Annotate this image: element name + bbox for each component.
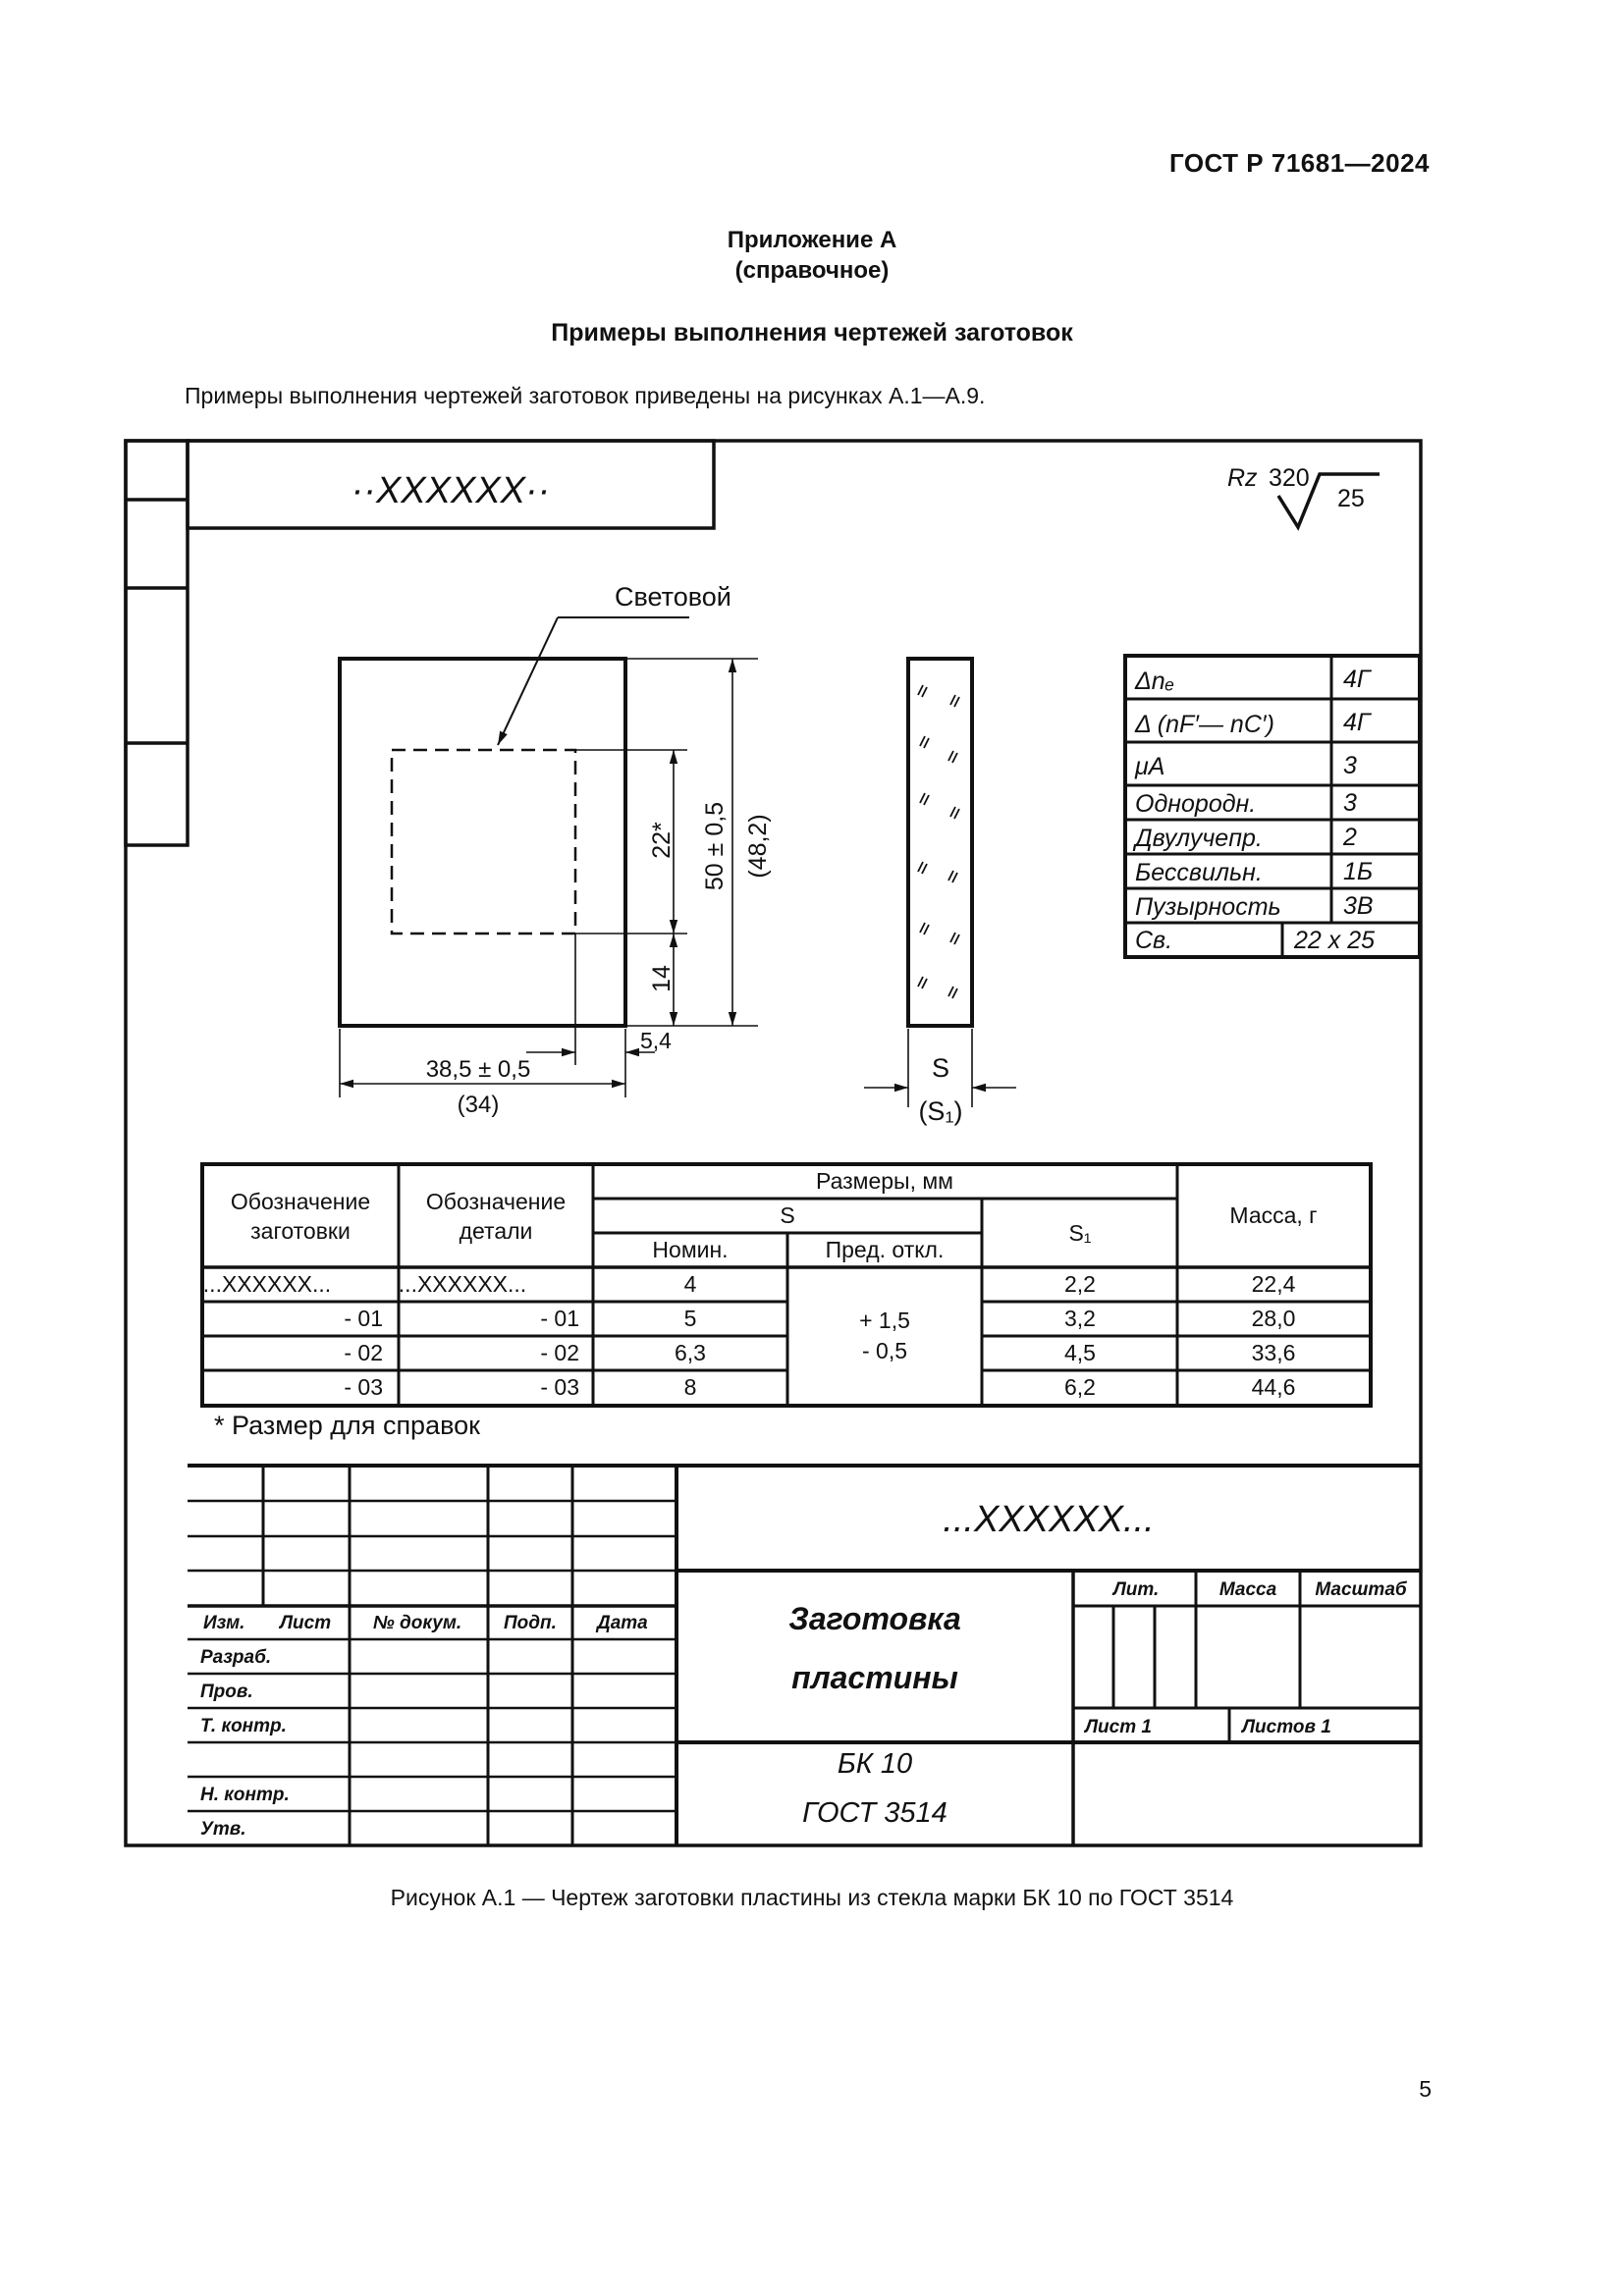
page-number: 5 xyxy=(1419,2076,1432,2102)
spec-value-6: 3В xyxy=(1343,892,1374,920)
size-table-text xyxy=(203,1168,1318,1400)
dim-thickness: S xyxy=(931,1053,950,1083)
spec-table-text xyxy=(1132,666,1375,954)
hdr-blank-designation-2: заготовки xyxy=(250,1218,351,1244)
hdr-sizes: Размеры, мм xyxy=(816,1168,953,1194)
row3-mass: 44,6 xyxy=(1251,1374,1296,1400)
dim-width-ref: (34) xyxy=(457,1092,500,1118)
role-developer: Разраб. xyxy=(200,1647,272,1668)
row1-blank: - 01 xyxy=(344,1306,383,1331)
hdr-s: S xyxy=(780,1202,795,1228)
col-list: Лист xyxy=(280,1613,332,1633)
spec-param-1: Δ (nF′— nC′) xyxy=(1135,711,1274,738)
material-line2: ГОСТ 3514 xyxy=(802,1797,947,1829)
dim-aperture: 22* xyxy=(648,822,676,859)
dim-side-margin: 5,4 xyxy=(640,1028,672,1053)
spec-value-3: 3 xyxy=(1343,789,1357,817)
col-izm: Изм. xyxy=(203,1613,245,1633)
role-norm-control: Н. контр. xyxy=(200,1785,290,1805)
dim-height-ref: (48,2) xyxy=(744,814,772,879)
sheets-label: Листов 1 xyxy=(1242,1717,1331,1737)
row2-blank: - 02 xyxy=(344,1340,383,1365)
side-view xyxy=(864,659,1016,1107)
row3-part: - 03 xyxy=(540,1374,579,1400)
lit-label: Лит. xyxy=(1112,1579,1160,1600)
roughness-base: 25 xyxy=(1337,485,1365,512)
appendix-subtitle: (справочное) xyxy=(734,257,890,284)
spec-param-5: Бессвильн. xyxy=(1135,859,1263,886)
leader-arrow xyxy=(498,617,558,745)
spec-param-3: Однородн. xyxy=(1135,790,1257,818)
dim-thickness-ref: (S₁) xyxy=(918,1096,963,1126)
roughness-value: 320 xyxy=(1269,464,1310,492)
row1-mass: 28,0 xyxy=(1251,1306,1296,1331)
tolerance-minus: - 0,5 xyxy=(861,1338,908,1363)
front-view xyxy=(340,617,758,1097)
col-doc: № докум. xyxy=(373,1613,462,1633)
row0-part: ...XXXXXX... xyxy=(398,1271,527,1297)
spec-param-2: μA xyxy=(1135,753,1165,780)
spec-value-0: 4Г xyxy=(1343,666,1371,693)
col-date: Дата xyxy=(597,1613,648,1633)
role-checker: Пров. xyxy=(200,1682,253,1702)
drawing-frame xyxy=(126,441,1421,1845)
spec-value-5: 1Б xyxy=(1343,858,1374,885)
section-title: Примеры выполнения чертежей заготовок xyxy=(551,319,1073,347)
material-line1: БК 10 xyxy=(837,1748,913,1780)
row0-nominal: 4 xyxy=(683,1271,697,1297)
name-box-text: ··XXXXXX·· xyxy=(351,470,551,511)
dim-height: 50 ± 0,5 xyxy=(701,801,729,891)
row0-s1: 2,2 xyxy=(1064,1271,1096,1297)
intro-text: Примеры выполнения чертежей заготовок приведены на рисунках А.1—А.9. xyxy=(185,383,986,408)
mass-label: Масса xyxy=(1218,1579,1277,1600)
figure-caption: Рисунок А.1 — Чертеж заготовки пластины из стекла марки БК 10 по ГОСТ 3514 xyxy=(390,1885,1234,1910)
row2-part: - 02 xyxy=(540,1340,579,1365)
hdr-part-designation-2: детали xyxy=(459,1218,533,1244)
spec-value-1: 4Г xyxy=(1343,709,1371,736)
hdr-part-designation-1: Обозначение xyxy=(425,1189,567,1214)
tolerance-plus: + 1,5 xyxy=(859,1308,910,1333)
hdr-tolerance: Пред. откл. xyxy=(825,1237,945,1262)
roughness-symbol xyxy=(1227,464,1380,527)
row3-blank: - 03 xyxy=(344,1374,383,1400)
spec-param-0: Δnₑ xyxy=(1135,667,1175,695)
spec-value-4: 2 xyxy=(1343,824,1357,851)
standard-header: ГОСТ Р 71681—2024 xyxy=(1168,148,1430,178)
row0-blank: ...XXXXXX... xyxy=(202,1271,332,1297)
light-aperture xyxy=(392,750,575,934)
row2-mass: 33,6 xyxy=(1251,1340,1296,1365)
spec-param-6: Пузырность xyxy=(1135,893,1281,921)
footnote: * Размер для справок xyxy=(214,1411,480,1440)
part-name-line2: пластины xyxy=(791,1660,958,1695)
spec-param-7: Св. xyxy=(1135,927,1173,954)
row2-s1: 4,5 xyxy=(1064,1340,1096,1365)
role-tech-control: Т. контр. xyxy=(200,1716,287,1736)
hdr-nominal: Номин. xyxy=(652,1237,729,1262)
spec-value-7: 22 х 25 xyxy=(1294,927,1376,954)
row1-nominal: 5 xyxy=(683,1306,697,1331)
role-approved: Утв. xyxy=(200,1819,246,1840)
hdr-s1: S₁ xyxy=(1068,1220,1092,1246)
part-name-line1: Заготовка xyxy=(788,1601,961,1636)
hdr-blank-designation-1: Обозначение xyxy=(230,1189,371,1214)
spec-param-4: Двулучепр. xyxy=(1135,825,1263,852)
scale-label: Масштаб xyxy=(1315,1579,1407,1600)
leader-label: Световой xyxy=(615,582,731,612)
row0-mass: 22,4 xyxy=(1251,1271,1296,1297)
dim-width: 38,5 ± 0,5 xyxy=(425,1056,531,1083)
row3-nominal: 8 xyxy=(683,1374,697,1400)
appendix-title: Приложение А xyxy=(727,227,897,253)
row3-s1: 6,2 xyxy=(1064,1374,1096,1400)
row1-s1: 3,2 xyxy=(1064,1306,1096,1331)
hdr-mass: Масса, г xyxy=(1229,1202,1318,1228)
title-block xyxy=(188,1466,1421,1845)
row2-nominal: 6,3 xyxy=(675,1340,706,1365)
spec-value-2: 3 xyxy=(1343,752,1357,779)
title-block-designation: ...XXXXXX... xyxy=(943,1499,1155,1540)
roughness-param: Rz xyxy=(1227,464,1258,492)
glass-hatch xyxy=(918,685,959,998)
dim-bottom-margin: 14 xyxy=(648,965,676,992)
row1-part: - 01 xyxy=(540,1306,579,1331)
col-sign: Подп. xyxy=(504,1613,557,1633)
sheet-label: Лист 1 xyxy=(1085,1717,1152,1737)
size-table xyxy=(202,1164,1371,1406)
